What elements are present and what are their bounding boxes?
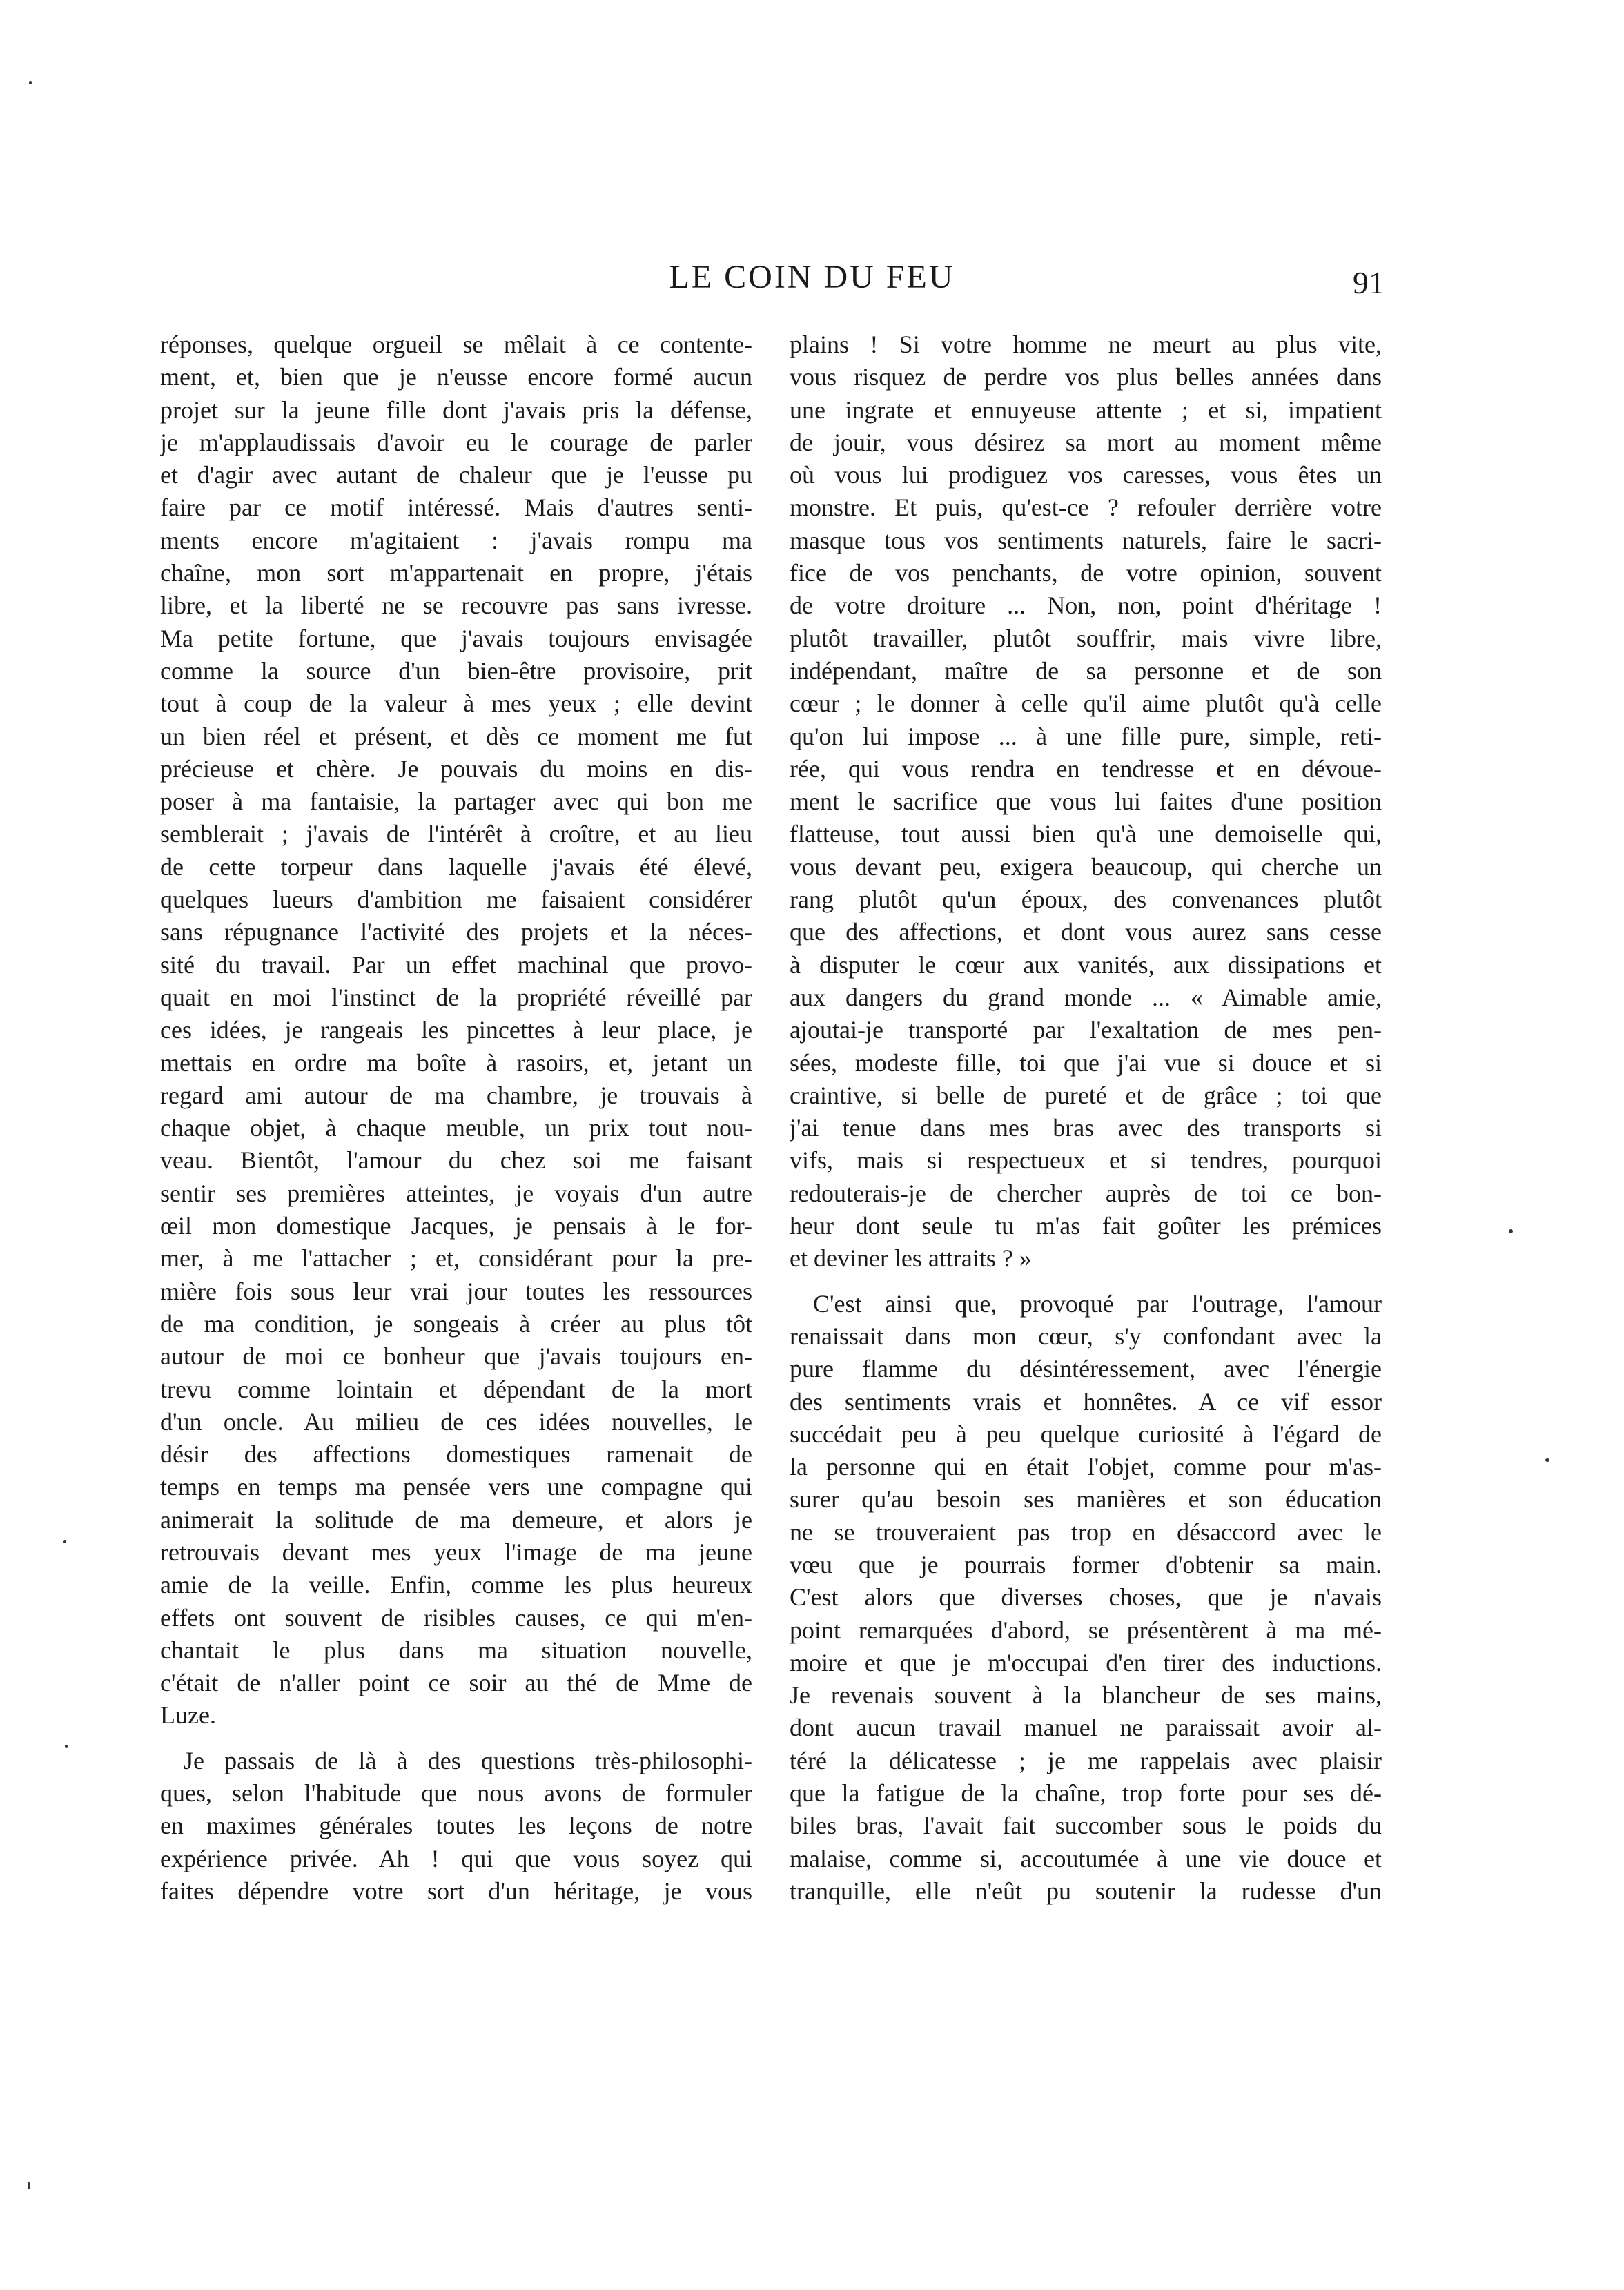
text-line: quelques lueurs d'ambition me faisaient considérer xyxy=(160,885,752,914)
text-line: projet sur la jeune fille dont j'avais pris la défense, xyxy=(160,395,752,424)
text-line: de votre droiture ... Non, non, point d'héritage ! xyxy=(790,591,1382,620)
text-line: je m'applaudissais d'avoir eu le courage de parler xyxy=(160,428,752,456)
text-line: effets ont souvent de risibles causes, ce qui m'en- xyxy=(160,1603,752,1632)
text-line: c'était de n'aller point ce soir au thé de Mme de xyxy=(160,1669,752,1697)
text-line: ques, selon l'habitude que nous avons de formuler xyxy=(160,1779,752,1808)
text-line: aux dangers du grand monde ... « Aimable amie, xyxy=(790,983,1382,1011)
text-line: faites dépendre votre sort d'un héritage, je vous xyxy=(160,1877,752,1905)
text-line: renaissait dans mon cœur, s'y confondant avec la xyxy=(790,1322,1382,1350)
text-line: comme la source d'un bien-être provisoire, prit xyxy=(160,656,752,685)
text-line: de jouir, vous désirez sa mort au moment même xyxy=(790,428,1382,456)
text-line: malaise, comme si, accoutumée à une vie douce et xyxy=(790,1844,1382,1872)
text-line: que la fatigue de la chaîne, trop forte pour ses dé- xyxy=(790,1779,1382,1808)
text-line: vœu que je pourrais former d'obtenir sa main. xyxy=(790,1550,1382,1578)
text-line: C'est alors que diverses choses, que je n'avais xyxy=(790,1583,1382,1612)
text-line: monstre. Et puis, qu'est-ce ? refouler derrière votre xyxy=(790,493,1382,522)
text-line: Ma petite fortune, que j'avais toujours envisagée xyxy=(160,624,752,652)
text-line: plains ! Si votre homme ne meurt au plus vite, xyxy=(790,331,1382,358)
text-line: téré la délicatesse ; je me rappelais avec plaisir xyxy=(790,1746,1382,1774)
text-line: j'ai tenue dans mes bras avec des transports si xyxy=(790,1114,1382,1142)
text-line: biles bras, l'avait fait succomber sous le poids du xyxy=(790,1812,1382,1840)
text-line: moire et que je m'occupai d'en tirer des inductions. xyxy=(790,1648,1382,1676)
text-line: vous devant peu, exigera beaucoup, qui cherche un xyxy=(790,852,1382,881)
text-line: d'un oncle. Au milieu de ces idées nouvelles, le xyxy=(160,1407,752,1436)
text-line: flatteuse, tout aussi bien qu'à une demoiselle qui, xyxy=(790,820,1382,848)
scan-speck xyxy=(63,1540,66,1543)
text-line: ments encore m'agitaient : j'avais rompu ma xyxy=(160,526,752,554)
text-line: réponses, quelque orgueil se mêlait à ce contente- xyxy=(160,331,752,358)
text-line: vous risquez de perdre vos plus belles années dans xyxy=(790,363,1382,391)
text-line: Luze. xyxy=(160,1701,216,1730)
text-line: à disputer le cœur aux vanités, aux dissipations et xyxy=(790,950,1382,979)
text-line: des sentiments vrais et honnêtes. A ce vif essor xyxy=(790,1387,1382,1416)
text-line: dont aucun travail manuel ne paraissait avoir al- xyxy=(790,1714,1382,1742)
text-line: surer qu'au besoin ses manières et son éducation xyxy=(790,1485,1382,1514)
text-line: désir des affections domestiques ramenait de xyxy=(160,1440,752,1469)
text-line: tranquille, elle n'eût pu soutenir la rudesse d'un xyxy=(790,1877,1382,1905)
text-line: animerait la solitude de ma demeure, et alors je xyxy=(160,1505,752,1534)
text-line: heur dont seule tu m'as fait goûter les prémices xyxy=(790,1212,1382,1240)
text-line: sées, modeste fille, toi que j'ai vue si douce et si xyxy=(790,1048,1382,1077)
text-line: que des affections, et dont vous aurez sans cesse xyxy=(790,918,1382,946)
text-line: Je passais de là à des questions très-philosophi- xyxy=(184,1746,752,1774)
text-line: ment, et, bien que je n'eusse encore formé aucun xyxy=(160,363,752,391)
text-line: trevu comme lointain et dépendant de la mort xyxy=(160,1375,752,1403)
text-line: ne se trouveraient pas trop en désaccord avec le xyxy=(790,1518,1382,1546)
text-line: amie de la veille. Enfin, comme les plus heureux xyxy=(160,1571,752,1599)
text-line: C'est ainsi que, provoqué par l'outrage, l'amour xyxy=(813,1289,1382,1318)
text-line: ces idées, je rangeais les pincettes à leur place, je xyxy=(160,1016,752,1044)
text-line: redouterais-je de chercher auprès de toi ce bon- xyxy=(790,1179,1382,1207)
scan-speck xyxy=(65,1745,68,1748)
text-line: poser à ma fantaisie, la partager avec qui bon me xyxy=(160,787,752,816)
text-line: précieuse et chère. Je pouvais du moins en dis- xyxy=(160,754,752,783)
text-line: craintive, si belle de pureté et de grâce ; toi que xyxy=(790,1081,1382,1109)
text-line: indépendant, maître de sa personne et de son xyxy=(790,656,1382,685)
text-line: tout à coup de la valeur à mes yeux ; elle devint xyxy=(160,689,752,718)
text-line: chantait le plus dans ma situation nouvelle, xyxy=(160,1636,752,1664)
text-line: autour de moi ce bonheur que j'avais toujours en- xyxy=(160,1342,752,1371)
text-line: libre, et la liberté ne se recouvre pas sans ivresse. xyxy=(160,591,752,620)
text-line: succédait peu à peu quelque curiosité à l'égard de xyxy=(790,1420,1382,1448)
page-number: 91 xyxy=(1353,265,1385,300)
text-line: mer, à me l'attacher ; et, considérant pour la pre- xyxy=(160,1244,752,1273)
text-line: quait en moi l'instinct de la propriété réveillé par xyxy=(160,983,752,1011)
text-line: chaîne, mon sort m'appartenait en propre, j'étais xyxy=(160,559,752,587)
right-column xyxy=(790,329,1382,1908)
text-line: fice de vos penchants, de votre opinion, souvent xyxy=(790,559,1382,587)
text-line: sentir ses premières atteintes, je voyais d'un autre xyxy=(160,1179,752,1207)
left-column xyxy=(160,329,752,1908)
text-line: expérience privée. Ah ! qui que vous soyez qui xyxy=(160,1844,752,1872)
text-line: de cette torpeur dans laquelle j'avais été élevé, xyxy=(160,852,752,881)
text-line: pure flamme du désintéressement, avec l'énergie xyxy=(790,1355,1382,1383)
text-line: semblerait ; j'avais de l'intérêt à croître, et au lieu xyxy=(160,820,752,848)
paragraph xyxy=(160,329,752,1732)
text-line: point remarquées d'abord, se présentèrent à ma mé- xyxy=(790,1616,1382,1644)
text-line: œil mon domestique Jacques, je pensais à le for- xyxy=(160,1212,752,1240)
text-line: vifs, mais si respectueux et si tendres, pourquoi xyxy=(790,1146,1382,1175)
text-line: temps en temps ma pensée vers une compagne qui xyxy=(160,1473,752,1501)
paragraph xyxy=(160,1745,752,1908)
text-line: rang plutôt qu'un époux, des convenances plutôt xyxy=(790,885,1382,914)
text-line: veau. Bientôt, l'amour du chez soi me faisant xyxy=(160,1146,752,1175)
scan-speck xyxy=(1545,1458,1549,1462)
text-line: ment le sacrifice que vous lui faites d'une position xyxy=(790,787,1382,816)
text-line: sans répugnance l'activité des projets et la néces- xyxy=(160,918,752,946)
text-line: une ingrate et ennuyeuse attente ; et si, impatient xyxy=(790,395,1382,424)
scan-speck xyxy=(28,2182,30,2189)
text-line: cœur ; le donner à celle qu'il aime plutôt qu'à celle xyxy=(790,689,1382,718)
text-line: faire par ce motif intéressé. Mais d'autres senti- xyxy=(160,493,752,522)
text-line: regard ami autour de ma chambre, je trouvais à xyxy=(160,1081,752,1109)
paragraph xyxy=(790,1288,1382,1908)
text-line: de ma condition, je songeais à créer au plus tôt xyxy=(160,1309,752,1338)
text-line: la personne qui en était l'objet, comme pour m'as- xyxy=(790,1453,1382,1481)
text-line: masque tous vos sentiments naturels, faire le sacri- xyxy=(790,526,1382,554)
text-line: mettais en ordre ma boîte à rasoirs, et, jetant un xyxy=(160,1048,752,1077)
text-line: sité du travail. Par un effet machinal que provo- xyxy=(160,950,752,979)
text-line: retrouvais devant mes yeux l'image de ma jeune xyxy=(160,1538,752,1566)
scan-speck xyxy=(1509,1229,1513,1233)
text-line: un bien réel et présent, et dès ce moment me fut xyxy=(160,722,752,750)
text-line: et deviner les attraits ? » xyxy=(790,1244,1032,1273)
running-head: LE COIN DU FEU xyxy=(669,259,955,295)
text-line: chaque objet, à chaque meuble, un prix tout nou- xyxy=(160,1114,752,1142)
text-line: mière fois sous leur vrai jour toutes les ressources xyxy=(160,1277,752,1305)
text-line: en maximes générales toutes les leçons de notre xyxy=(160,1812,752,1840)
paragraph xyxy=(790,329,1382,1275)
scan-speck xyxy=(29,81,32,84)
text-line: ajoutai-je transporté par l'exaltation de mes pen- xyxy=(790,1016,1382,1044)
text-line: rée, qui vous rendra en tendresse et en dévoue- xyxy=(790,754,1382,783)
text-line: et d'agir avec autant de chaleur que je l'eusse pu xyxy=(160,461,752,489)
text-line: plutôt travailler, plutôt souffrir, mais vivre libre, xyxy=(790,624,1382,652)
text-line: où vous lui prodiguez vos caresses, vous êtes un xyxy=(790,461,1382,489)
text-line: Je revenais souvent à la blancheur de ses mains, xyxy=(790,1681,1382,1710)
text-line: qu'on lui impose ... à une fille pure, simple, reti- xyxy=(790,722,1382,750)
